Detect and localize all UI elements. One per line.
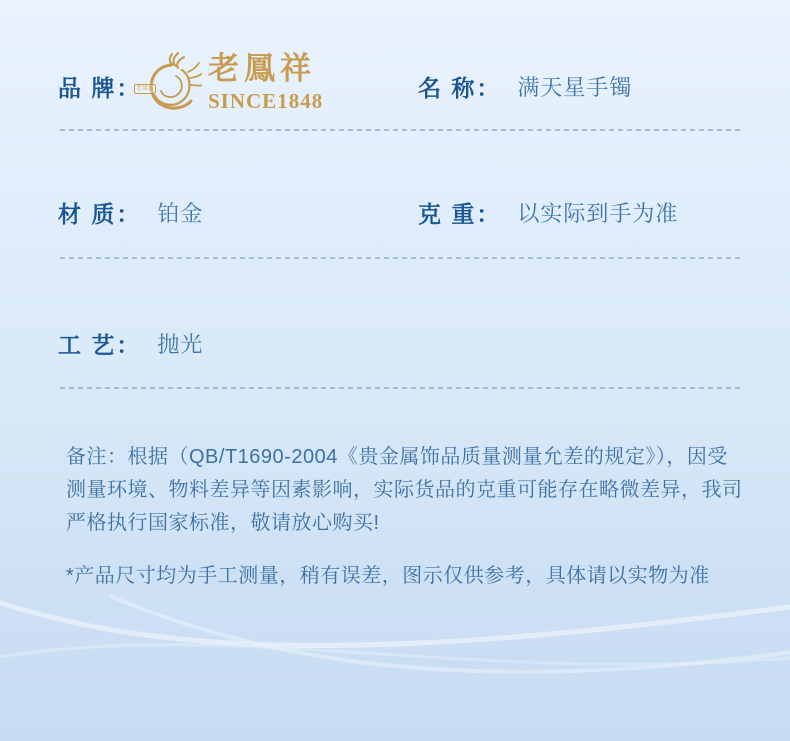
craft-label: 工 艺： [58,332,142,358]
divider-line [60,257,742,259]
brand-label: 品 牌： [58,75,142,101]
material-label: 材 质： [58,201,142,227]
divider-line [60,129,742,131]
disclaimer-text: *产品尺寸均为手工测量，稍有误差，图示仅供参考，具体请以实物为准 [66,565,710,587]
material-value: 铂金 [157,201,204,226]
brand-field [58,70,141,103]
weight-field [418,196,678,229]
phoenix-logo-icon [138,50,202,114]
note-line: 测量环境、物料差异等因素影响，实际货品的克重可能存在略微差异，我司 [66,479,743,501]
brand-logo [138,50,323,114]
brand-since-text: SINCE1848 [208,89,324,113]
craft-field [58,327,203,360]
note-line: 备注：根据（QB/T1690-2004《贵金属饰品质量测量允差的规定》），因受 [66,446,728,468]
name-field [418,70,632,103]
weight-value: 以实际到手为准 [517,201,679,226]
material-field [58,196,203,229]
brand-name-text: 老鳳祥 [208,51,316,86]
craft-value: 抛光 [157,332,204,357]
note-block [66,441,756,593]
divider-line [60,387,742,389]
name-label: 名 称： [418,75,502,101]
weight-label: 克 重： [418,201,502,227]
note-line: 严格执行国家标准，敬请放心购买! [66,512,380,534]
name-value: 满天星手镯 [517,75,633,100]
emblem-small-text: 老凤祥 [136,86,155,92]
